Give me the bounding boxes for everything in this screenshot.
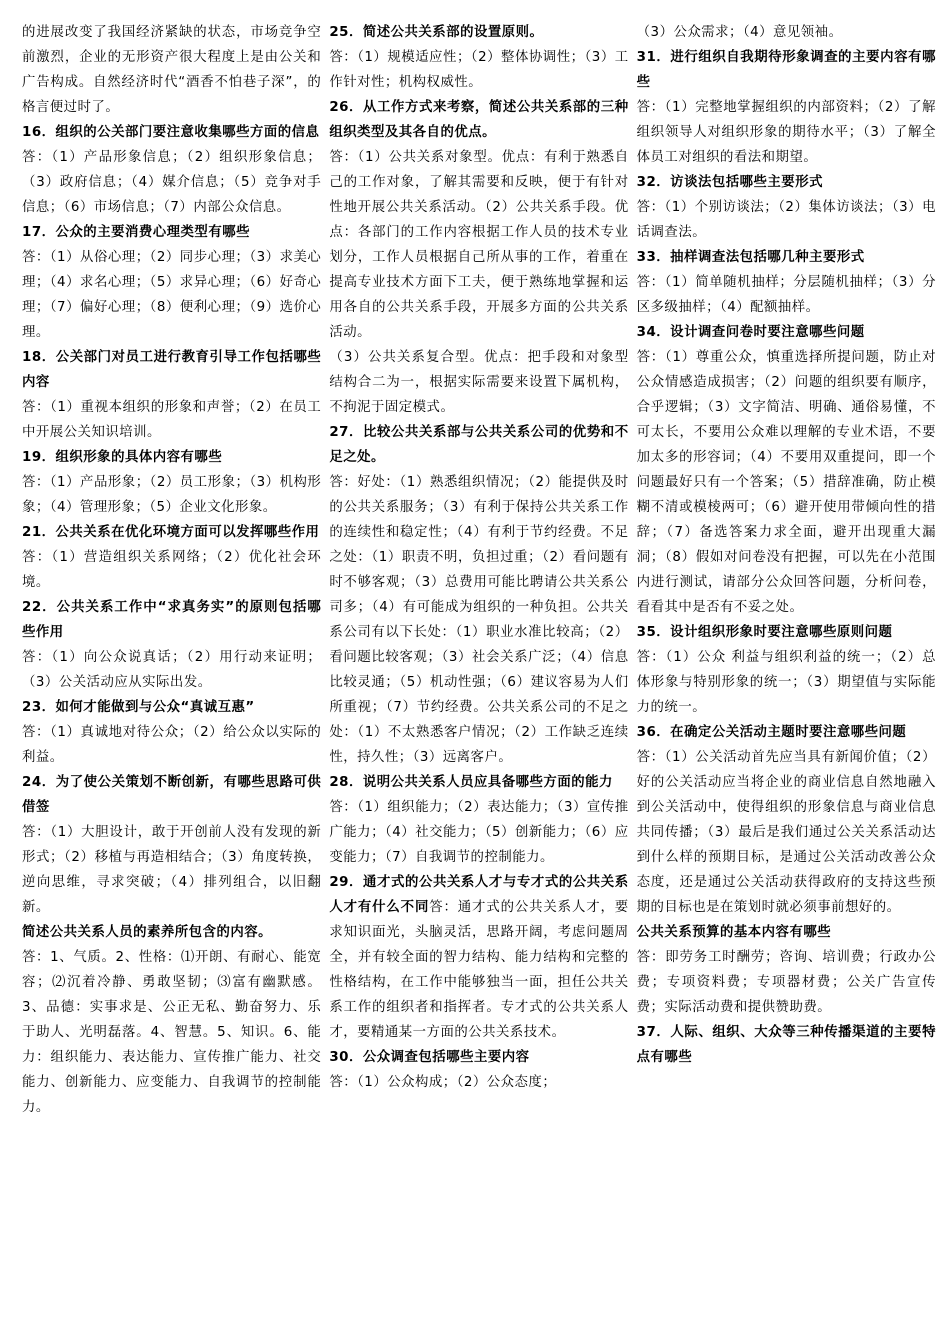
question-heading: 22．公共关系工作中“求真务实”的原则包括哪些作用 <box>22 600 322 640</box>
answer-text: 答：通才式的公共关系人才，要求知识面光，头脑灵活，思路开阔，考虑问题周全，并有较全面的智力结构、能力结构和完整的性格结构，在工作中能够独当一面，担任公共关系工作的组织者和指挥者。专才式的公共关系人才，要精通某一方面的公共关系技术。 <box>329 900 629 1040</box>
question-paragraph <box>22 120 321 145</box>
question-paragraph <box>22 595 321 645</box>
answer-paragraph <box>637 745 936 920</box>
question-paragraph <box>22 445 321 470</box>
question-paragraph <box>329 770 628 795</box>
question-paragraph <box>637 320 936 345</box>
question-paragraph <box>329 1045 628 1070</box>
answer-text: 答：即劳务工时酬劳；咨询、培训费；行政办公费；专项资料费；专项器材费；公关广告宣传费；实际活动费和提供赞助费。 <box>636 950 936 1015</box>
question-paragraph <box>637 620 936 645</box>
answer-paragraph <box>22 470 321 520</box>
answer-paragraph <box>22 245 321 345</box>
question-paragraph <box>329 95 628 145</box>
answer-text: 答：（1）尊重公众，慎重选择所提问题，防止对公众情感造成损害；（2）问题的组织要有顺序，合乎逻辑；（3）文字简洁、明确、通俗易懂，不可太长，不要用公众难以理解的专业术语，不要加太多的形容词；（4）不要用双重提问，即一个问题最好只有一个答案；（5）措辞准确，防止模糊不清或模棱两可；（6）避开使用带倾向性的措辞；（7）备选答案力求全面，避开出现重大漏洞；（8）假如对问卷没有把握，可以先在小范围内进行测试，请部分公众回答问题，分析问卷，看看其中是否有不妥之处。 <box>636 350 936 615</box>
question-paragraph <box>637 920 936 945</box>
answer-paragraph <box>22 545 321 595</box>
answer-paragraph <box>637 645 936 720</box>
answer-text: 答：（1）向公众说真话；（2）用行动来证明；（3）公关活动应从实际出发。 <box>22 650 322 690</box>
answer-paragraph <box>329 345 628 420</box>
text-column-right <box>637 20 936 1344</box>
question-heading: 31．进行组织自我期待形象调查的主要内容有哪些 <box>636 50 936 90</box>
answer-text: 答：（1）公关活动首先应当具有新闻价值；（2）好的公关活动应当将企业的商业信息自然地融入到公关活动中，使得组织的形象信息与商业信息共同传播；（3）最后是我们通过公关关系活动达到什么样的预期目标，是通过公关活动改善公众态度，还是通过公关活动获得政府的支持这些预期的目标也是在策划时就必须事前想好的。 <box>636 750 936 915</box>
question-paragraph <box>329 20 628 45</box>
question-heading: 24．为了使公关策划不断创新，有哪些思路可供借签 <box>22 775 322 815</box>
answer-text: 答：（1）从俗心理；（2）同步心理；（3）求美心理；（4）求名心理；（5）求异心理；（6）好奇心理；（7）偏好心理；（8）便利心理；（9）选价心理。 <box>22 250 322 340</box>
answer-text: 答：（1）真诚地对待公众；（2）给公众以实际的利益。 <box>22 725 322 765</box>
answer-text: 答：（1）组织能力；（2）表达能力；（3）宣传推广能力；（4）社交能力；（5）创新能力；（6）应变能力；（7）自我调节的控制能力。 <box>329 800 629 865</box>
question-heading: 33．抽样调查法包括哪几种主要形式 <box>636 250 865 265</box>
answer-paragraph <box>637 945 936 1020</box>
question-paragraph <box>637 1020 936 1070</box>
question-heading: 16．组织的公关部门要注意收集哪些方面的信息 <box>22 125 320 140</box>
answer-paragraph <box>22 20 321 120</box>
answer-paragraph <box>22 395 321 445</box>
question-paragraph <box>22 220 321 245</box>
answer-paragraph <box>22 145 321 220</box>
answer-text: 答：（1）公共关系对象型。优点：有利于熟悉自己的工作对象，了解其需要和反映，便于有针对性地开展公共关系活动。（2）公共关系手段。优点：各部门的工作内容根据工作人员的技术专业划分，工作人员根据自己所从事的工作，着重在提高专业技术方面下工夫，便于熟练地掌握和运用各自的公共关系手段，开展多方面的公共关系活动。 <box>329 150 629 340</box>
answer-paragraph <box>329 1070 628 1095</box>
answer-text: （3）公众需求；（4）意见领袖。 <box>636 25 843 40</box>
answer-paragraph <box>637 95 936 170</box>
answer-paragraph <box>22 720 321 770</box>
answer-text: 答：（1）公众构成；（2）公众态度； <box>329 1075 557 1090</box>
question-heading: 26．从工作方式来考察，简述公共关系部的三种组织类型及其各自的优点。 <box>329 100 629 140</box>
answer-text: 答：（1）大胆设计，敢于开创前人没有发现的新形式；（2）移植与再造相结合；（3）角度转换，逆向思维，寻求突破；（4）排列组合，以旧翻新。 <box>22 825 322 915</box>
question-heading: 19．组织形象的具体内容有哪些 <box>22 450 223 465</box>
question-heading: 23．如何才能做到与公众“真诚互惠” <box>22 700 255 715</box>
answer-paragraph <box>329 45 628 95</box>
question-heading: 21．公共关系在优化环境方面可以发挥哪些作用 <box>22 525 320 540</box>
question-paragraph <box>637 170 936 195</box>
answer-text: 答：（1）完整地掌握组织的内部资料；（2）了解组织领导人对组织形象的期待水平；（3）了解全体员工对组织的看法和期望。 <box>636 100 936 165</box>
text-column-middle <box>329 20 628 1344</box>
answer-paragraph <box>22 645 321 695</box>
answer-text: 的进展改变了我国经济紧缺的状态，市场竞争空前激烈，企业的无形资产很大程度上是由公关和广告构成。自然经济时代“酒香不怕巷子深”，的格言便过时了。 <box>22 25 322 115</box>
answer-paragraph <box>637 270 936 320</box>
question-heading: 25．简述公共关系部的设置原则。 <box>329 25 544 40</box>
question-paragraph <box>637 45 936 95</box>
question-heading: 公共关系预算的基本内容有哪些 <box>636 925 832 940</box>
question-paragraph <box>22 695 321 720</box>
answer-paragraph <box>22 820 321 920</box>
question-heading: 36．在确定公关活动主题时要注意哪些问题 <box>636 725 907 740</box>
text-column-left <box>22 20 321 1344</box>
answer-paragraph <box>329 145 628 345</box>
question-heading: 37．人际、组织、大众等三种传播渠道的主要特点有哪些 <box>636 1025 936 1065</box>
answer-text: 答：（1）营造组织关系网络；（2）优化社会环境。 <box>22 550 322 590</box>
question-heading: 29．通才式的公共关系人才与专才式的公共关系人才有什么不同 <box>329 875 629 915</box>
question-paragraph <box>637 245 936 270</box>
answer-paragraph <box>637 195 936 245</box>
answer-text: 答：（1）个别访谈法；（2）集体访谈法；（3）电话调查法。 <box>636 200 936 240</box>
answer-text: 答：1、气质。2、性格：⑴开朗、有耐心、能宽容；⑵沉着冷静、勇敢坚韧；⑶富有幽默感。3、品德：实事求是、公正无私、勤奋努力、乐于助人、光明磊落。4、智慧。5、知识。6、能力：组织能力、表达能力、宣传推广能力、社交能力、创新能力、应变能力、自我调节的控制能力。 <box>22 950 322 1115</box>
question-heading: 27．比较公共关系部与公共关系公司的优势和不足之处。 <box>329 425 629 465</box>
answer-text: 答：（1）规模适应性；（2）整体协调性；（3）工作针对性；机构权威性。 <box>329 50 629 90</box>
question-heading: 30．公众调查包括哪些主要内容 <box>329 1050 530 1065</box>
question-paragraph <box>329 420 628 470</box>
answer-text: 答：（1）简单随机抽样；分层随机抽样；（3）分区多级抽样；（4）配额抽样。 <box>636 275 936 315</box>
question-heading: 32．访谈法包括哪些主要形式 <box>636 175 823 190</box>
question-paragraph <box>329 870 628 1045</box>
question-heading: 17．公众的主要消费心理类型有哪些 <box>22 225 250 240</box>
question-heading: 18．公关部门对员工进行教育引导工作包括哪些内容 <box>22 350 322 390</box>
question-paragraph <box>22 345 321 395</box>
answer-paragraph <box>637 345 936 620</box>
answer-text: 答：（1）产品形象；（2）员工形象；（3）机构形象；（4）管理形象；（5）企业文化形象。 <box>22 475 322 515</box>
answer-text: 答：好处：（1）熟悉组织情况；（2）能提供及时的公共关系服务；（3）有利于保持公共关系工作的连续性和稳定性；（4）有利于节约经费。不足之处：（1）职责不明，负担过重；（2）看问题有时不够客观；（3）总费用可能比聘请公共关系公司多；（4）有可能成为组织的一种负担。公共关系公司有以下长处：（1）职业水准比较高；（2）看问题比较客观；（3）社会关系广泛；（4）信息比较灵通；（5）机动性强；（6）建议容易为人们所重视；（7）节约经费。公共关系公司的不足之处：（1）不太熟悉客户情况；（2）工作缺乏连续性，持久性；（3）远离客户。 <box>329 475 629 765</box>
answer-paragraph <box>329 470 628 770</box>
answer-paragraph <box>22 945 321 1120</box>
question-paragraph <box>637 720 936 745</box>
answer-text: （3）公共关系复合型。优点：把手段和对象型结构合二为一，根据实际需要来设置下属机构，不拘泥于固定模式。 <box>329 350 629 415</box>
question-paragraph <box>22 520 321 545</box>
question-heading: 34．设计调查问卷时要注意哪些问题 <box>636 325 865 340</box>
question-heading: 28．说明公共关系人员应具备哪些方面的能力 <box>329 775 613 790</box>
answer-paragraph <box>637 20 936 45</box>
answer-paragraph <box>329 795 628 870</box>
question-heading: 简述公共关系人员的素养所包含的内容。 <box>22 925 273 940</box>
question-heading: 35．设计组织形象时要注意哪些原则问题 <box>636 625 893 640</box>
question-paragraph <box>22 920 321 945</box>
answer-text: 答：（1）公众 利益与组织利益的统一；（2）总体形象与特别形象的统一；（3）期望值与实际能力的统一。 <box>636 650 936 715</box>
answer-text: 答：（1）重视本组织的形象和声誉；（2）在员工中开展公关知识培训。 <box>22 400 322 440</box>
answer-text: 答：（1）产品形象信息；（2）组织形象信息；（3）政府信息；（4）媒介信息；（5）竞争对手信息；（6）市场信息；（7）内部公众信息。 <box>22 150 322 215</box>
question-paragraph <box>22 770 321 820</box>
